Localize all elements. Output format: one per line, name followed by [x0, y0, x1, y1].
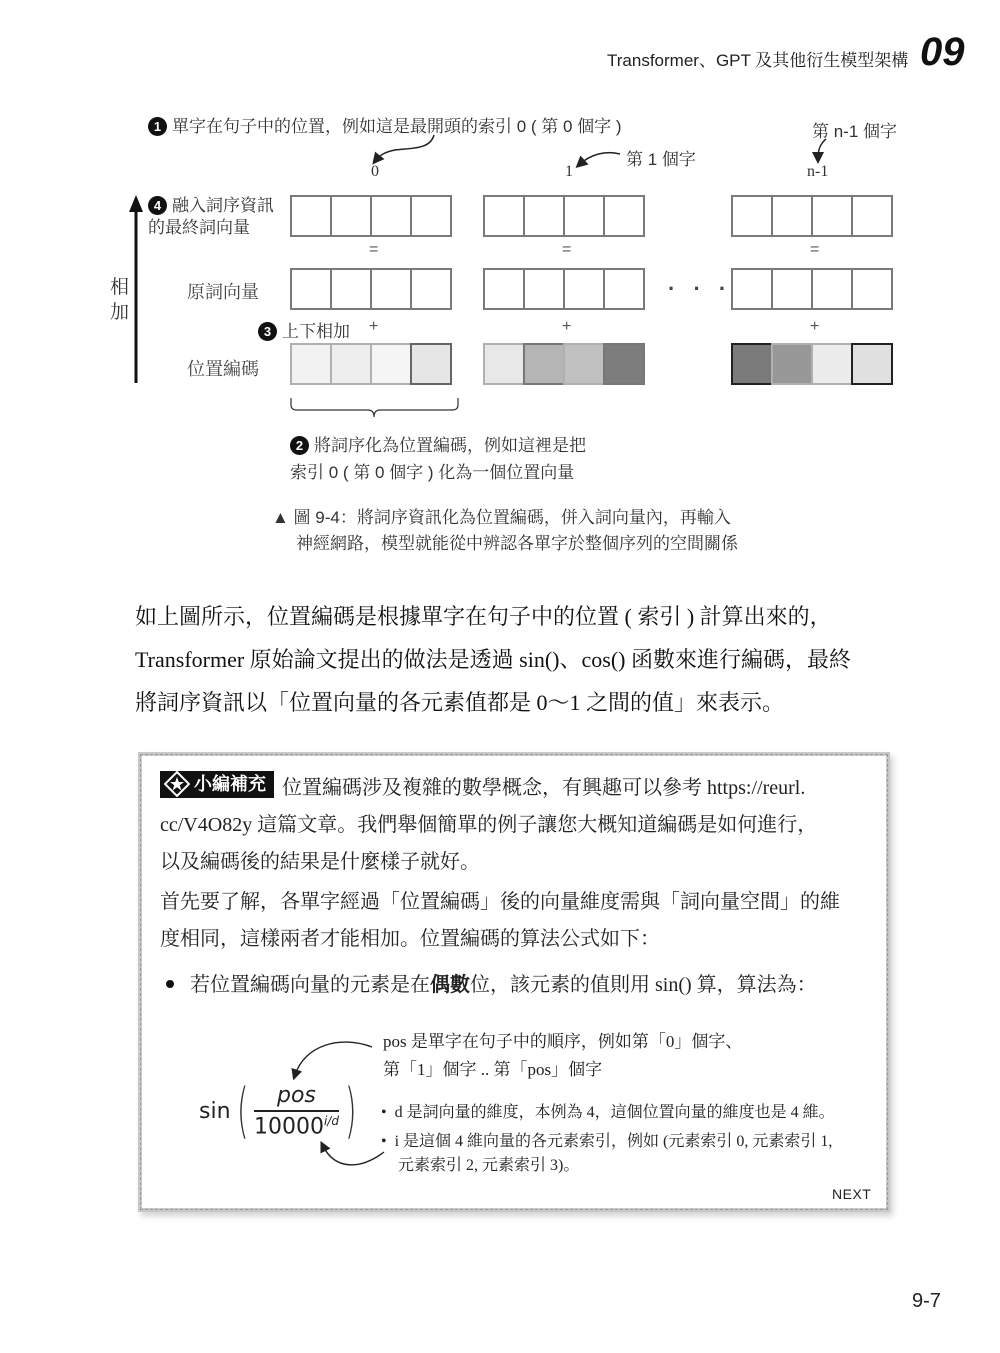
vector-cell	[603, 195, 645, 237]
formula-func: sin	[199, 1098, 231, 1124]
small-bullet-icon: •	[381, 1104, 387, 1121]
positional-vector-0	[290, 343, 452, 385]
paragraph-line: 如上圖所示，位置編碼是根據單字在句子中的位置 ( 索引 ) 計算出來的，	[135, 604, 832, 629]
positional-cell	[771, 343, 813, 385]
note-badge-label: 小編補充	[194, 773, 266, 794]
ellipsis: · · ·	[668, 276, 733, 301]
vector-cell	[731, 268, 773, 310]
figure-caption	[272, 505, 738, 557]
caption-line-2: 神經網路，模型就能從中辨認各單字於整個序列的空間關係	[296, 534, 738, 553]
annotation-first-word: 第 1 個字	[626, 150, 696, 169]
bullet-text-bold: 偶數	[430, 974, 470, 996]
bullet-text-suffix: 位，該元素的值則用 sin() 算，算法為：	[470, 974, 817, 996]
vector-cell	[370, 195, 412, 237]
small-bullet-icon: •	[381, 1133, 387, 1150]
formula-numerator: pos	[277, 1082, 316, 1108]
index-label-1: 1	[565, 163, 573, 180]
positional-vector-1	[483, 343, 645, 385]
note-para2-line-1: 首先要了解，各單字經過「位置編碼」後的向量維度需與「詞向量空間」的維	[160, 891, 840, 913]
annotation-3	[258, 317, 350, 342]
vector-cell	[603, 268, 645, 310]
arrow-to-index-0	[376, 135, 434, 160]
vector-cell	[483, 268, 525, 310]
positional-cell	[290, 343, 332, 385]
pos-note-line-2: 第「1」個字 .. 第「pos」個字	[383, 1060, 603, 1079]
plus-sign: +	[810, 318, 820, 335]
caption-line-1: ▲ 圖 9-4：將詞序資訊化為位置編碼，併入詞向量內，再輸入	[272, 508, 731, 527]
annotation-4-line-2: 的最終詞向量	[148, 218, 250, 237]
vector-cell	[523, 268, 565, 310]
i-note-line-2: 元素索引 2, 元素索引 3)。	[398, 1157, 580, 1174]
note-bullet	[160, 967, 880, 1004]
equals-sign: =	[810, 241, 820, 258]
annotation-2-line-2: 索引 0 ( 第 0 個字 ) 化為一個位置向量	[290, 463, 575, 482]
formula-fraction	[254, 1083, 339, 1139]
next-label: NEXT	[832, 1186, 872, 1202]
i-note	[381, 1130, 891, 1178]
annotation-last-word: 第 n-1 個字	[812, 122, 898, 141]
index-label-n-1: n-1	[807, 163, 829, 180]
row-label-positional: 位置編碼	[187, 359, 259, 379]
original-vector-n-1	[731, 268, 893, 310]
positional-cell	[731, 343, 773, 385]
sin-formula	[199, 1076, 362, 1146]
final-vector-0	[290, 195, 452, 237]
original-vector-0	[290, 268, 452, 310]
vector-cell	[851, 195, 893, 237]
positional-cell	[811, 343, 853, 385]
number-badge-1: 1	[148, 117, 167, 136]
positional-cell	[563, 343, 605, 385]
vector-cell	[330, 195, 372, 237]
pos-note	[383, 1028, 742, 1084]
bullet-text-prefix: 若位置編碼向量的元素是在	[190, 974, 430, 996]
vector-cell	[290, 195, 332, 237]
equals-sign: =	[562, 241, 572, 258]
formula-exponent: i/d	[323, 1113, 339, 1128]
positional-cell	[523, 343, 565, 385]
vector-cell	[811, 195, 853, 237]
star-diamond-icon	[164, 771, 190, 797]
vector-cell	[563, 268, 605, 310]
vector-cell	[731, 195, 773, 237]
annotation-3-text: 上下相加	[282, 322, 350, 341]
paragraph-line: 將詞序資訊以「位置向量的各元素值都是 0～1 之間的值」來表示。	[135, 690, 785, 715]
d-note-text: d 是詞向量的維度，本例為 4，這個位置向量的維度也是 4 維。	[394, 1104, 835, 1121]
index-label-0: 0	[371, 163, 379, 180]
chapter-number: 09	[920, 30, 965, 74]
positional-cell	[330, 343, 372, 385]
positional-cell	[410, 343, 452, 385]
running-head: Transformer、GPT 及其他衍生模型架構	[607, 51, 909, 70]
arrow-to-index-n-1	[818, 139, 826, 158]
note-intro	[160, 770, 880, 881]
annotation-4-line-1: 融入詞序資訊	[172, 196, 274, 215]
formula-paren-left: (	[236, 1076, 249, 1146]
brace	[291, 398, 458, 417]
annotation-1-text: 單字在句子中的位置，例如這是最開頭的索引 0 ( 第 0 個字 )	[172, 117, 622, 136]
vector-cell	[523, 195, 565, 237]
body-paragraph	[135, 595, 905, 724]
formula-base: 10000	[253, 1114, 324, 1140]
original-vector-1	[483, 268, 645, 310]
pos-note-line-1: pos 是單字在句子中的順序，例如第「0」個字、	[383, 1032, 743, 1051]
positional-cell	[483, 343, 525, 385]
vector-cell	[563, 195, 605, 237]
d-note	[381, 1101, 891, 1125]
plus-sign: +	[562, 318, 572, 335]
number-badge-4: 4	[148, 196, 167, 215]
arrow-to-index-1	[580, 153, 620, 164]
vector-cell	[370, 268, 412, 310]
positional-cell	[370, 343, 412, 385]
vector-cell	[851, 268, 893, 310]
annotation-4	[148, 195, 274, 239]
equals-sign: =	[369, 241, 379, 258]
annotation-2-line-1: 將詞序化為位置編碼，例如這裡是把	[314, 436, 586, 455]
positional-cell	[851, 343, 893, 385]
note-intro-line-3: 以及編碼後的結果是什麼樣子就好。	[160, 851, 480, 873]
paragraph-line: Transformer 原始論文提出的做法是透過 sin()、cos() 函數來進行編碼，最終	[135, 647, 851, 672]
note-badge	[160, 771, 274, 798]
note-intro-line-1: 位置編碼涉及複雜的數學概念，有興趣可以參考 https://reurl.	[282, 777, 806, 799]
annotation-2	[290, 432, 586, 486]
final-vector-n-1	[731, 195, 893, 237]
positional-vector-n-1	[731, 343, 893, 385]
vector-cell	[771, 195, 813, 237]
note-paragraph-2	[160, 884, 880, 958]
vector-cell	[410, 195, 452, 237]
vector-cell	[483, 195, 525, 237]
plus-sign: +	[369, 318, 379, 335]
number-badge-3: 3	[258, 322, 277, 341]
formula-denominator	[254, 1110, 339, 1139]
i-note-line-1: i 是這個 4 維向量的各元素索引，例如 (元素索引 0, 元素索引 1,	[394, 1133, 833, 1150]
side-label-char-2: 加	[110, 302, 130, 323]
vector-cell	[290, 268, 332, 310]
page-number: 9-7	[912, 1290, 941, 1312]
row-label-original: 原詞向量	[187, 282, 259, 302]
side-label-char-1: 相	[110, 277, 130, 298]
vector-cell	[330, 268, 372, 310]
positional-cell	[603, 343, 645, 385]
formula-paren-right: )	[344, 1076, 357, 1146]
vector-cell	[771, 268, 813, 310]
vertical-arrow-head	[129, 195, 143, 212]
note-intro-line-2: cc/V4O82y 這篇文章。我們舉個簡單的例子讓您大概知道編碼是如何進行，	[160, 814, 818, 836]
number-badge-2: 2	[290, 436, 309, 455]
vector-cell	[811, 268, 853, 310]
bullet-icon	[166, 980, 174, 988]
vector-cell	[410, 268, 452, 310]
note-para2-line-2: 度相同，這樣兩者才能相加。位置編碼的算法公式如下：	[160, 928, 660, 950]
side-label-add	[110, 275, 129, 325]
final-vector-1	[483, 195, 645, 237]
